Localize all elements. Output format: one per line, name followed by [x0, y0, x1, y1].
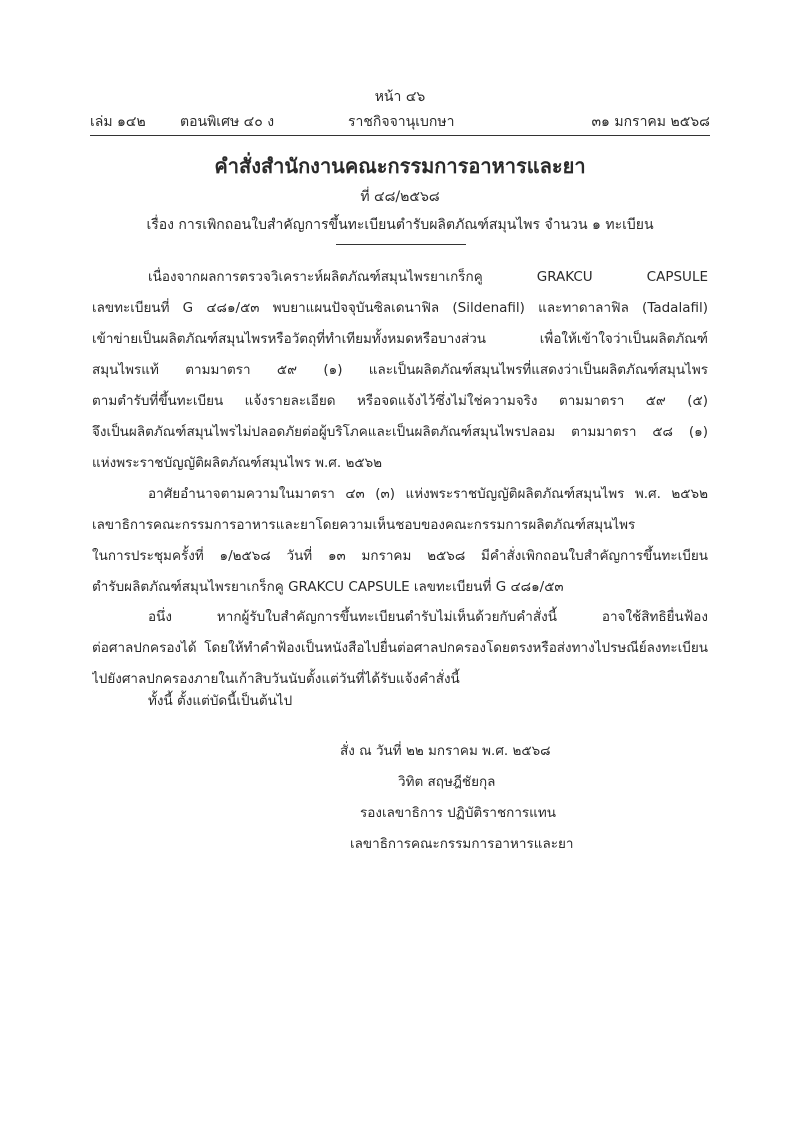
signature-block: [320, 736, 620, 860]
paragraph-line: เลขทะเบียนที่ G ๔๘๑/๕๓ พบยาแผนปัจจุบันซิลเดนาฟิล (Sildenafil) และทาดาลาฟิล (Tadalafil): [92, 300, 708, 316]
paragraph-3: [92, 602, 708, 695]
paragraph-line: เนื่องจากผลการตรวจวิเคราะห์ผลิตภัณฑ์สมุนไพรยาเกร็กคู GRAKCU CAPSULE: [148, 269, 708, 285]
document-title: คำสั่งสำนักงานคณะกรรมการอาหารและยา: [214, 154, 586, 178]
paragraph-line: เลขาธิการคณะกรรมการอาหารและยาโดยความเห็นชอบของคณะกรรมการผลิตภัณฑ์สมุนไพร: [92, 517, 636, 533]
page-number: หน้า ๔๖: [374, 89, 426, 105]
paragraph-2: [92, 479, 708, 603]
order-number: ที่ ๔๘/๒๕๖๘: [360, 189, 440, 205]
paragraph-line: จึงเป็นผลิตภัณฑ์สมุนไพรไม่ปลอดภัยต่อผู้บริโภคและเป็นผลิตภัณฑ์สมุนไพรปลอม ตามมาตรา ๕๘ (๑): [92, 424, 708, 440]
paragraph-line: ต่อศาลปกครองได้ โดยให้ทำคำฟ้องเป็นหนังสือไปยื่นต่อศาลปกครองโดยตรงหรือส่งทางไปรษณีย์ลงทะเบียน: [92, 640, 708, 656]
publication-date: ๓๑ มกราคม ๒๕๖๘: [591, 114, 710, 130]
paragraph-line: ทั้งนี้ ตั้งแต่บัดนี้เป็นต้นไป: [148, 693, 293, 709]
subject-divider: [336, 244, 466, 245]
paragraph-line: เข้าข่ายเป็นผลิตภัณฑ์สมุนไพรหรือวัตถุที่ทำเทียมทั้งหมดหรือบางส่วน เพื่อให้เข้าใจว่าเป็นผลิตภัณฑ์: [92, 331, 708, 347]
paragraph-line: ตำรับผลิตภัณฑ์สมุนไพรยาเกร็กคู GRAKCU CAPSULE เลขทะเบียนที่ G ๔๘๑/๕๓: [92, 579, 564, 595]
paragraph-line: สมุนไพรแท้ ตามมาตรา ๕๙ (๑) และเป็นผลิตภัณฑ์สมุนไพรที่แสดงว่าเป็นผลิตภัณฑ์สมุนไพร: [92, 362, 708, 378]
paragraph-4: [92, 686, 708, 717]
gazette-name: ราชกิจจานุเบกษา: [348, 114, 455, 130]
header-divider: [90, 135, 710, 136]
paragraph-line: แห่งพระราชบัญญัติผลิตภัณฑ์สมุนไพร พ.ศ. ๒๕๖๒: [92, 455, 383, 471]
signatory-name: วิทิต สฤษฎีชัยกุล: [398, 774, 496, 790]
paragraph-line: ตามตำรับที่ขึ้นทะเบียน แจ้งรายละเอียด หรือจดแจ้งไว้ซึ่งไม่ใช่ความจริง ตามมาตรา ๕๙ (๕): [92, 393, 708, 409]
gazette-header: [90, 111, 710, 131]
paragraph-line: ในการประชุมครั้งที่ ๑/๒๕๖๘ วันที่ ๑๓ มกราคม ๒๕๖๘ มีคำสั่งเพิกถอนใบสำคัญการขึ้นทะเบียน: [92, 548, 708, 564]
volume-number: เล่ม ๑๔๒: [90, 114, 146, 130]
signatory-title: เลขาธิการคณะกรรมการอาหารและยา: [350, 836, 574, 852]
paragraph-line: ไปยังศาลปกครองภายในเก้าสิบวันนับตั้งแต่วันที่ได้รับแจ้งคำสั่งนี้: [92, 671, 460, 687]
paragraph-line: อนึ่ง หากผู้รับใบสำคัญการขึ้นทะเบียนตำรับไม่เห็นด้วยกับคำสั่งนี้ อาจใช้สิทธิยื่นฟ้อง: [148, 609, 708, 625]
document-subject: เรื่อง การเพิกถอนใบสำคัญการขึ้นทะเบียนตำรับผลิตภัณฑ์สมุนไพร จำนวน ๑ ทะเบียน: [146, 217, 654, 233]
signature-date: สั่ง ณ วันที่ ๒๒ มกราคม พ.ศ. ๒๕๖๘: [340, 743, 551, 759]
signatory-position: รองเลขาธิการ ปฏิบัติราชการแทน: [360, 805, 556, 821]
paragraph-line: อาศัยอำนาจตามความในมาตรา ๔๓ (๓) แห่งพระราชบัญญัติผลิตภัณฑ์สมุนไพร พ.ศ. ๒๕๖๒: [148, 486, 708, 502]
paragraph-1: [92, 262, 708, 479]
issue-number: ตอนพิเศษ ๔๐ ง: [180, 114, 275, 130]
